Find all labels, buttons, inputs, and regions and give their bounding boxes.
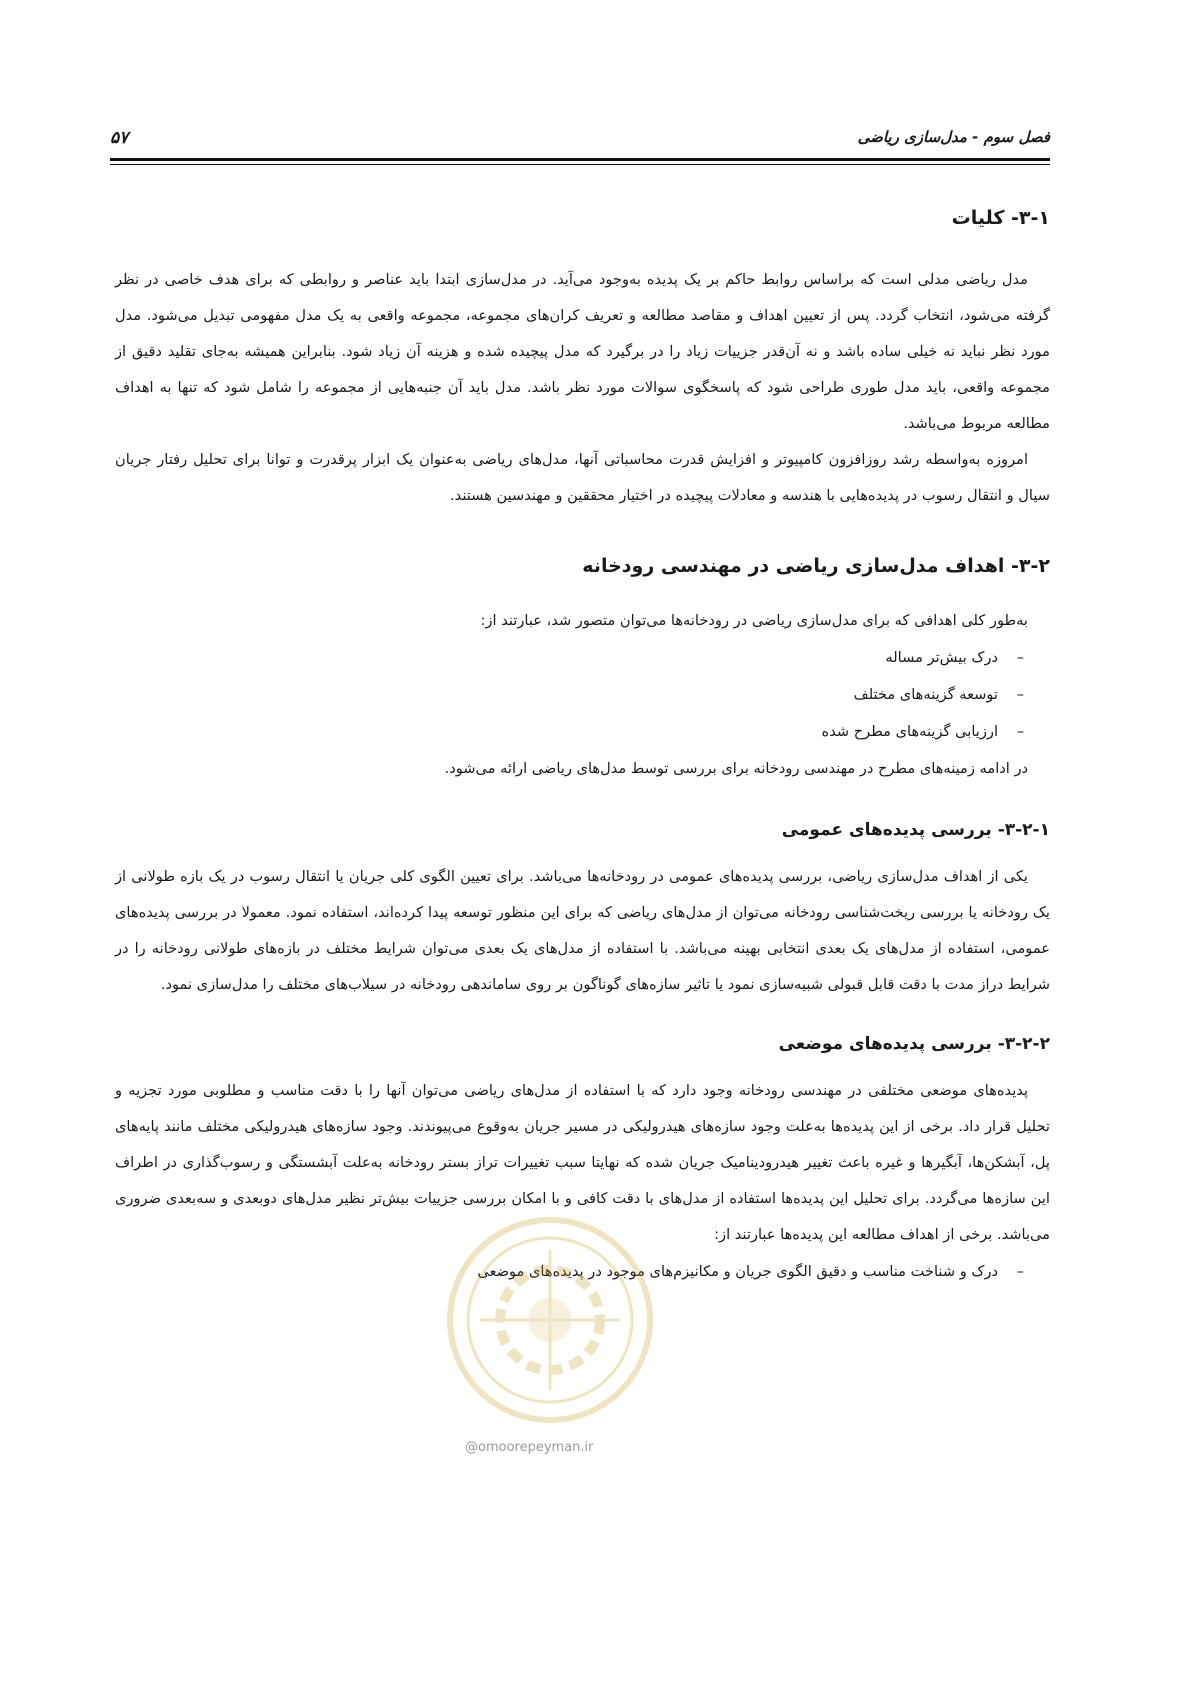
page-body: [115, 192, 1050, 1290]
list-item: – درک و شناخت مناسب و دقیق الگوی جریان و مکانیزم‌های موجود در پدیده‌های موضعی: [115, 1253, 1050, 1290]
header-rule-thin: [110, 164, 1050, 165]
section-heading-3-2-2: ۳-۲-۲- بررسی پدیده‌های موضعی: [778, 1034, 1050, 1054]
section-heading-3-1: ۳-۱- کلیات: [951, 207, 1050, 229]
paragraph: امروزه به‌واسطه رشد روزافزون کامپیوتر و افزایش قدرت محاسباتی آنها، مدل‌های ریاضی به‌عنوان یک ابزار پرقدرت و توانا برای تحلیل رفتار جریان سیال و انتقال رسوب در پدیده‌هایی با هندسه و معادلات پیچیده در اختیار محققین و مهندسین هستند.: [115, 451, 1050, 504]
page-header: [110, 128, 1050, 160]
list-item: – توسعه گزینه‌های مختلف: [115, 676, 1050, 713]
local-goals-list: [115, 1253, 1050, 1290]
section-heading-3-2-1: ۳-۲-۱- بررسی پدیده‌های عمومی: [781, 820, 1050, 840]
watermark-site: @omoorepeyman.ir: [465, 1440, 594, 1455]
list-item: – ارزیابی گزینه‌های مطرح شده: [115, 713, 1050, 750]
paragraph: یکی از اهداف مدل‌سازی ریاضی، بررسی پدیده‌های عمومی در رودخانه‌ها می‌باشد. برای تعیین الگوی کلی جریان یا انتقال رسوب در یک بازه طولانی از یک رودخانه یا بررسی ریخت‌شناسی رودخانه می‌توان از مدل‌های ریاضی که برای این منظور توسعه پیدا کرده‌اند، استفاده نمود. معمولا در بررسی پدیده‌های عمومی، استفاده از مدل‌های یک بعدی انتخابی بهینه می‌باشد. با استفاده از مدل‌های یک بعدی می‌توان شرایط مختلف در بازه‌های طولانی رودخانه را در شرایط دراز مدت با دقت قابل قبولی شبیه‌سازی نمود یا تاثیر سازه‌های گوناگون بر روی ساماندهی رودخانه در سیلاب‌های مختلف را مدل‌سازی نمود.: [115, 868, 1050, 993]
header-rule-thick: [110, 158, 1050, 161]
paragraph: پدیده‌های موضعی مختلفی در مهندسی رودخانه وجود دارد که با استفاده از مدل‌های ریاضی می‌توان آنها را با دقت مناسب و مطلوبی مورد تجزیه و تحلیل قرار داد. برخی از این پدیده‌ها به‌علت وجود سازه‌های هیدرولیکی در مسیر جریان به‌وقوع می‌پیوندند. وجود سازه‌های هیدرولیکی مختلف مانند پایه‌های پل، آبشکن‌ها، آبگیرها و غیره باعث تغییر هیدرودینامیک جریان شده که نهایتا سبب تغییرات تراز بستر رودخانه به‌علت آبشستگی و رسوب‌گذاری در اطراف این سازه‌ها می‌گردد. برای تحلیل این پدیده‌ها استفاده از مدل‌های با دقت کافی و با امکان بررسی جزییات بیش‌تر نظیر مدل‌های دوبعدی و سه‌بعدی ضروری می‌باشد. برخی از اهداف مطالعه این پدیده‌ها عبارتند از:: [115, 1082, 1050, 1243]
list-outro: در ادامه زمینه‌های مطرح در مهندسی رودخانه برای بررسی توسط مدل‌های ریاضی ارائه می‌شود.: [444, 760, 1028, 777]
page-number: ۵۷: [110, 128, 129, 148]
section-heading-3-2: ۳-۲- اهداف مدل‌سازی ریاضی در مهندسی رودخانه: [582, 555, 1050, 577]
goals-list: [115, 639, 1050, 750]
paragraph: مدل ریاضی مدلی است که براساس روابط حاکم بر یک پدیده به‌وجود می‌آید. در مدل‌سازی ابتدا باید عناصر و روابطی که برای هدف خاصی در نظر گرفته می‌شود، انتخاب گردد. پس از تعیین اهداف و مقاصد مطالعه و تعریف کران‌های مجموعه، مجموعه واقعی به یک مدل مفهومی تبدیل می‌شود. مدل مورد نظر نباید نه خیلی ساده باشد و نه آن‌قدر جزییات زیاد را در برگیرد که مدل پیچیده شده و هزینه آن زیاد شود. بنابراین همیشه به‌جای تقلید دقیق از مجموعه واقعی، باید مدل طوری طراحی شود که پاسخگوی سوالات مورد نظر باشد. مدل باید آن جنبه‌هایی از مجموعه را شامل شود که تنها به اهداف مطالعه مربوط می‌باشد.: [115, 271, 1050, 432]
list-item: – درک بیش‌تر مساله: [115, 639, 1050, 676]
chapter-title: فصل سوم - مدل‌سازی ریاضی: [857, 128, 1050, 146]
list-intro: به‌طور کلی اهدافی که برای مدل‌سازی ریاضی در رودخانه‌ها می‌توان متصور شد، عبارتند از:: [480, 612, 1028, 629]
